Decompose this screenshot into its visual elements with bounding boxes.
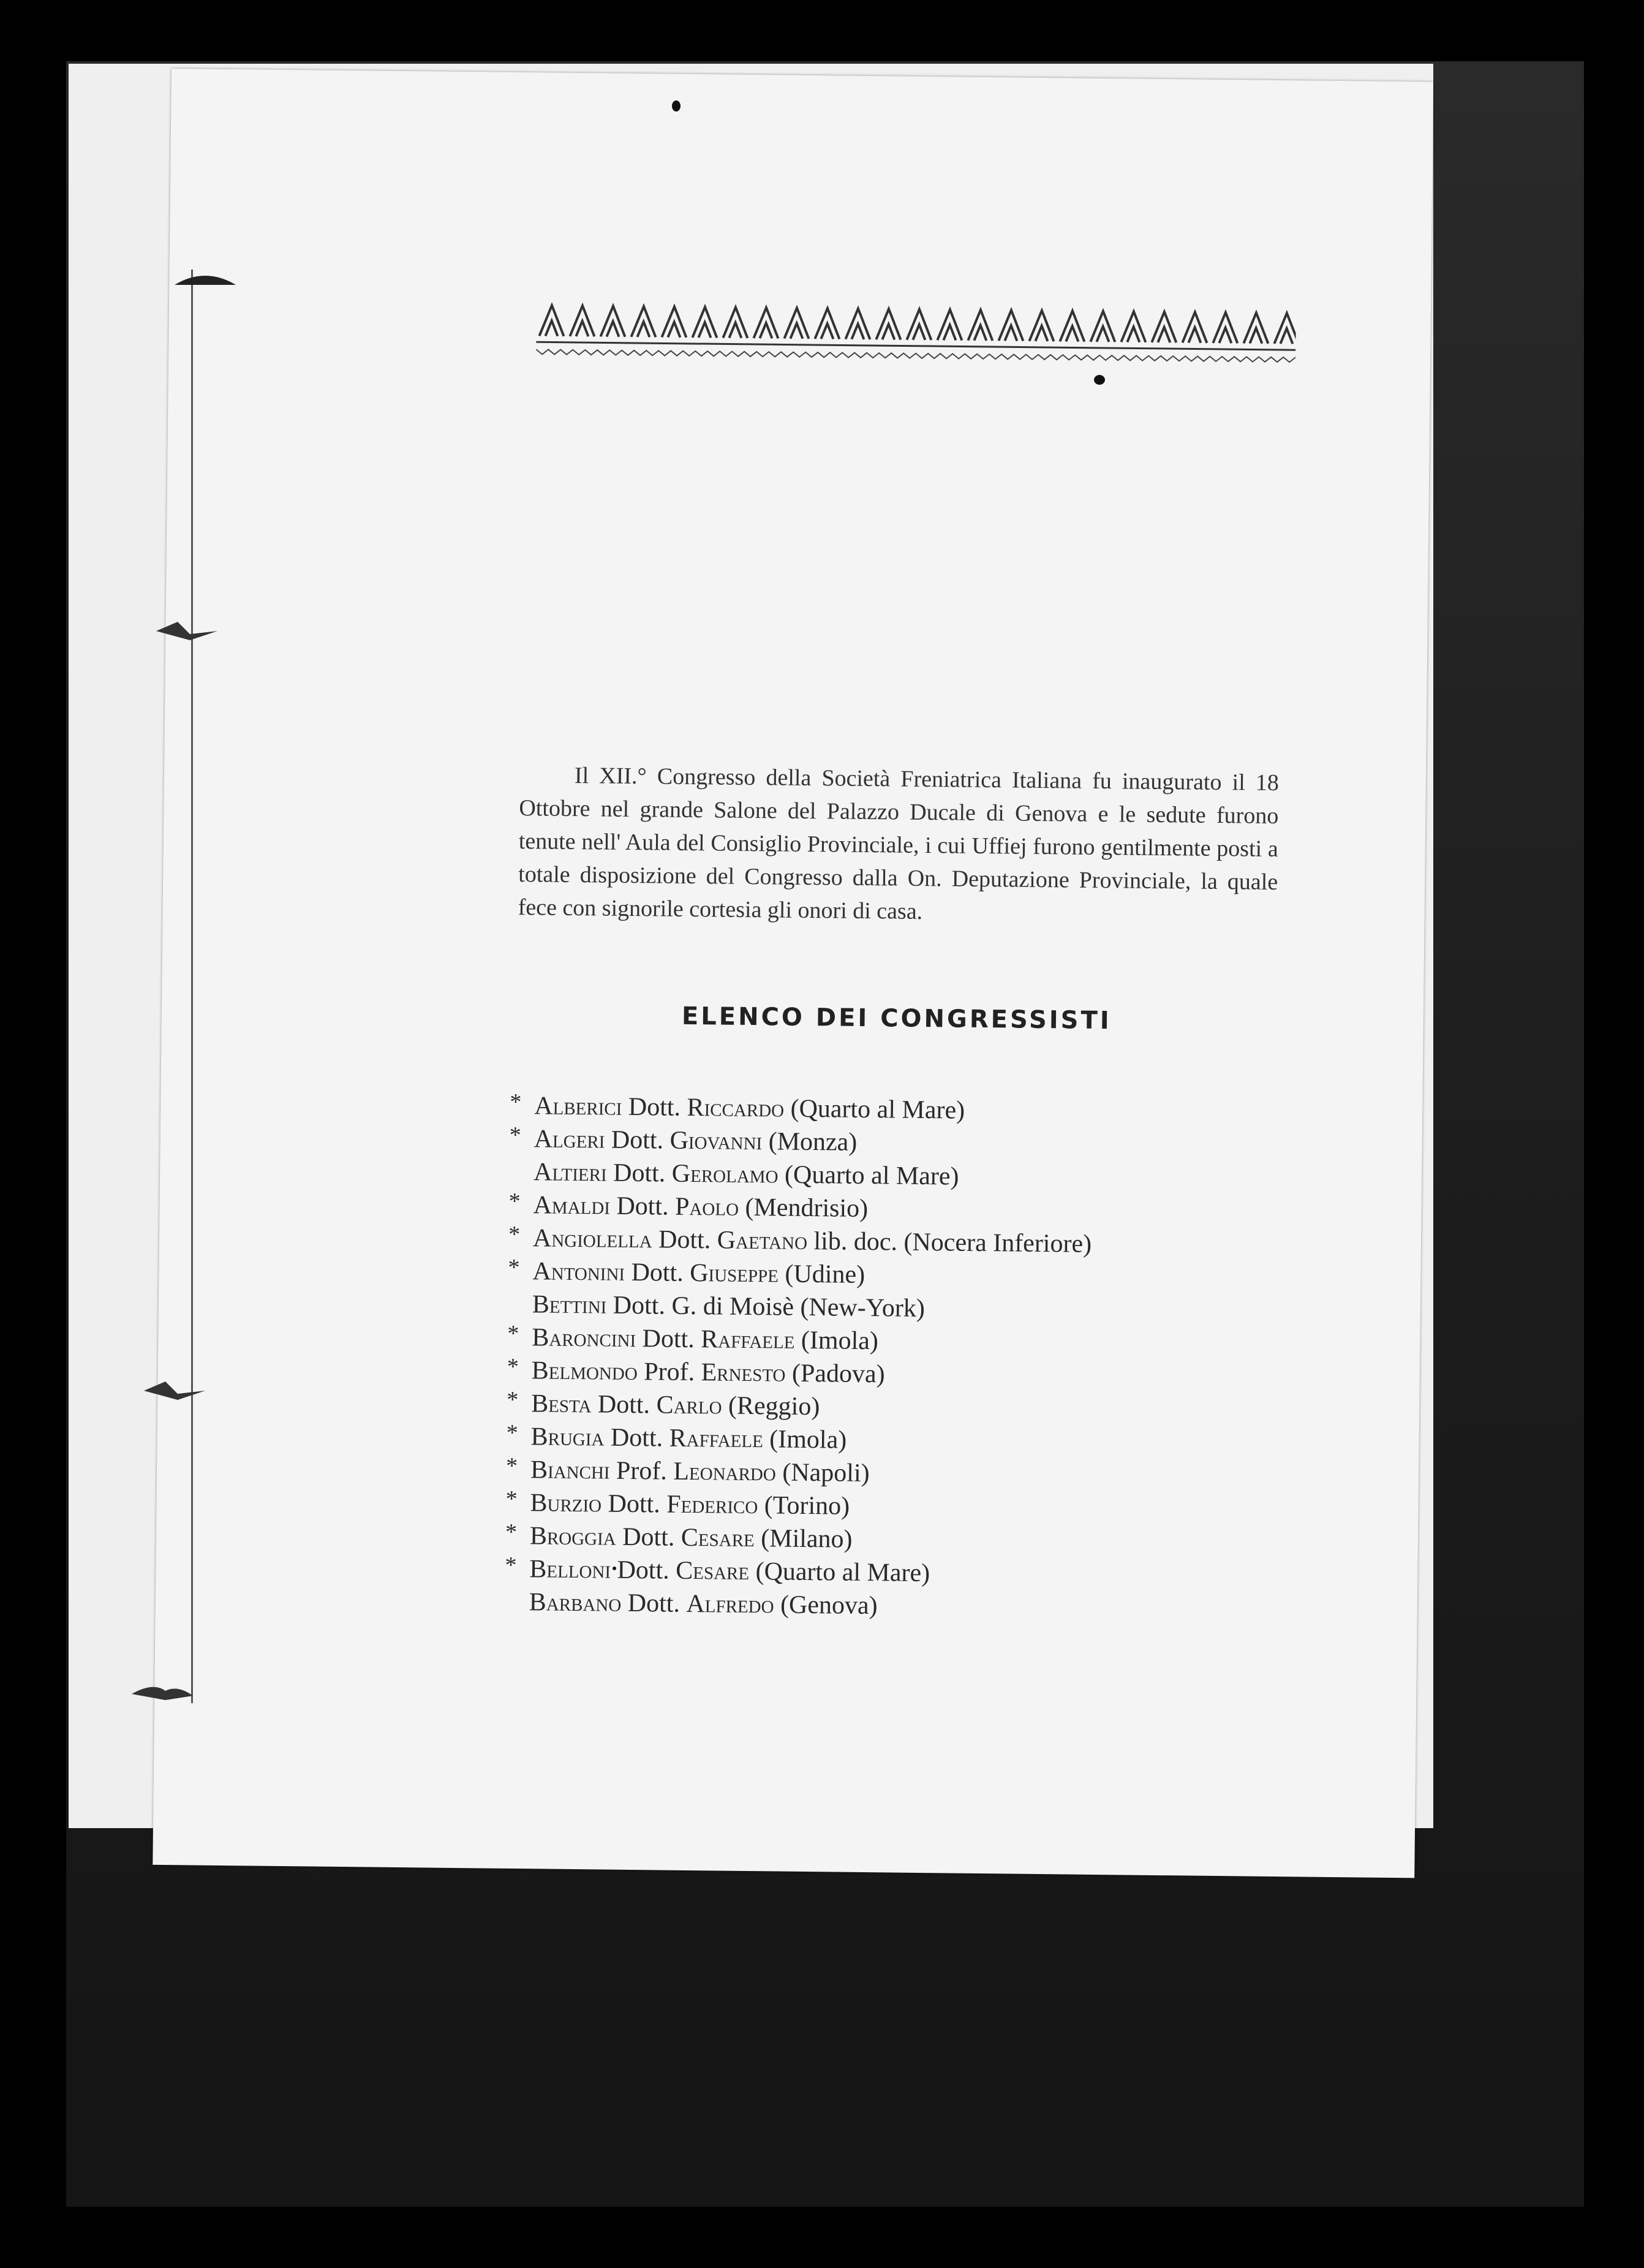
binding-clip bbox=[172, 266, 239, 291]
attendee-name: Cesare bbox=[681, 1523, 755, 1553]
attendee-name: Leonardo bbox=[673, 1457, 777, 1487]
binding-clip bbox=[129, 1679, 196, 1703]
attendee-name: G. bbox=[671, 1291, 697, 1321]
attendee-surname: Altieri bbox=[533, 1158, 607, 1187]
attendee-note: (Imola) bbox=[801, 1326, 879, 1356]
attendee-title: Dott. bbox=[627, 1589, 681, 1618]
ink-speck bbox=[613, 1567, 616, 1570]
attendee-title: Dott. bbox=[631, 1258, 684, 1287]
attendee-note: (Monza) bbox=[768, 1127, 858, 1157]
attendee-mark: * bbox=[505, 1453, 518, 1480]
attendee-note: (Reggio) bbox=[728, 1391, 820, 1421]
attendee-name: Paolo bbox=[674, 1192, 739, 1222]
attendee-name: Giuseppe bbox=[689, 1258, 779, 1288]
attendee-note: lib. doc. (Nocera Inferiore) bbox=[813, 1227, 1092, 1258]
attendee-name: Ernesto bbox=[701, 1358, 786, 1388]
attendee-surname: Amaldi bbox=[533, 1191, 611, 1220]
attendee-surname: Angiolella bbox=[532, 1224, 652, 1254]
attendee-surname: Brugia bbox=[530, 1423, 605, 1452]
attendee-mark: * bbox=[506, 1419, 518, 1446]
attendee-mark: * bbox=[505, 1552, 517, 1579]
attendee-surname: Belmondo bbox=[531, 1356, 638, 1386]
attendee-title: Dott. bbox=[597, 1390, 650, 1419]
attendee-mark: * bbox=[510, 1089, 522, 1116]
attendee-note: (Udine) bbox=[785, 1260, 865, 1289]
attendee-surname: Bettini bbox=[532, 1290, 607, 1320]
attendee-title: Dott. bbox=[617, 1555, 669, 1585]
attendee-surname: Barbano bbox=[529, 1588, 622, 1617]
ornamental-border bbox=[536, 293, 1296, 374]
attendee-name: Carlo bbox=[656, 1391, 722, 1420]
attendee-surname: Belloni bbox=[529, 1555, 611, 1584]
attendee-note: (Genova) bbox=[780, 1590, 878, 1620]
attendee-note: (Milano) bbox=[761, 1524, 853, 1554]
attendee-note: (Quarto al Mare) bbox=[755, 1557, 930, 1588]
attendee-surname: Antonini bbox=[532, 1257, 625, 1287]
attendee-title: Dott. bbox=[608, 1489, 661, 1519]
binding-string bbox=[191, 270, 203, 1703]
attendee-name: Federico bbox=[666, 1490, 758, 1520]
attendee-surname: Bianchi bbox=[530, 1456, 610, 1485]
attendee-note: (Mendrisio) bbox=[745, 1193, 869, 1223]
attendee-name: Gaetano bbox=[717, 1226, 808, 1255]
attendee-title: Prof. bbox=[616, 1456, 668, 1486]
attendee-name: Alfredo bbox=[686, 1589, 774, 1619]
binding-clip bbox=[153, 619, 221, 643]
attendee-title: Dott. bbox=[642, 1325, 695, 1354]
attendee-mark: * bbox=[507, 1320, 519, 1347]
attendee-name: Gerolamo bbox=[671, 1159, 779, 1189]
attendee-mark: * bbox=[507, 1353, 519, 1380]
attendee-surname: Baroncini bbox=[532, 1323, 636, 1353]
attendee-note: (Torino) bbox=[764, 1491, 850, 1521]
attendee-note: di Moisè (New-York) bbox=[703, 1292, 926, 1323]
attendee-name: Giovanni bbox=[669, 1126, 763, 1156]
attendee-mark: * bbox=[508, 1188, 521, 1215]
attendee-surname: Besta bbox=[530, 1389, 592, 1419]
attendee-surname: Alberici bbox=[534, 1092, 622, 1121]
attendee-note: (Padova) bbox=[791, 1359, 885, 1389]
attendee-title: Dott. bbox=[616, 1192, 669, 1221]
attendee-list bbox=[499, 1089, 1300, 1627]
attendee-surname: Broggia bbox=[529, 1522, 616, 1551]
attendee-mark: * bbox=[505, 1519, 518, 1546]
attendee-mark: * bbox=[509, 1122, 522, 1149]
binding-clip bbox=[141, 1378, 208, 1403]
attendee-title: Dott. bbox=[613, 1291, 666, 1320]
attendee-name: Cesare bbox=[676, 1556, 750, 1586]
document-page bbox=[153, 69, 1433, 1878]
attendee-mark: * bbox=[507, 1386, 519, 1413]
attendee-title: Dott. bbox=[613, 1159, 666, 1188]
attendee-title: Dott. bbox=[658, 1225, 711, 1255]
attendee-note: (Imola) bbox=[769, 1425, 847, 1454]
attendee-title: Dott. bbox=[622, 1522, 675, 1552]
intro-paragraph bbox=[518, 758, 1279, 932]
ink-speck bbox=[1094, 375, 1105, 385]
attendee-title: Dott. bbox=[628, 1092, 681, 1122]
intro-text: Il XII.° Congresso della Società Freniatrica Italiana fu inaugurato il 18 Ottobre nel grande Salone del Palazzo Ducale di Genova e le sedute furono tenute nell' Aula del Consiglio Provinciale, i cui Uffiej furono gentilmente posti a totale disposizione del Congresso dalla On. Deputazione Provinciale, la quale fece con signorile cortesia gli onori di casa. bbox=[518, 762, 1280, 924]
attendee-title: Dott. bbox=[611, 1125, 664, 1155]
attendee-title: Prof. bbox=[644, 1358, 695, 1387]
attendee-mark: * bbox=[508, 1221, 521, 1248]
attendee-mark: * bbox=[505, 1486, 518, 1513]
attendee-title: Dott. bbox=[610, 1423, 663, 1453]
attendee-surname: Algeri bbox=[534, 1125, 605, 1154]
attendee-surname: Burzio bbox=[530, 1489, 602, 1518]
attendee-note: (Quarto al Mare) bbox=[784, 1160, 959, 1191]
ink-speck bbox=[672, 100, 681, 112]
attendee-note: (Napoli) bbox=[782, 1458, 870, 1488]
attendee-name: Raffaele bbox=[701, 1325, 795, 1355]
attendee-note: (Quarto al Mare) bbox=[790, 1094, 965, 1125]
attendee-mark: * bbox=[508, 1254, 520, 1281]
attendee-name: Raffaele bbox=[669, 1424, 764, 1454]
list-heading: ELENCO DEI CONGRESSISTI bbox=[681, 1002, 1112, 1035]
attendee-name: Riccardo bbox=[687, 1093, 785, 1123]
